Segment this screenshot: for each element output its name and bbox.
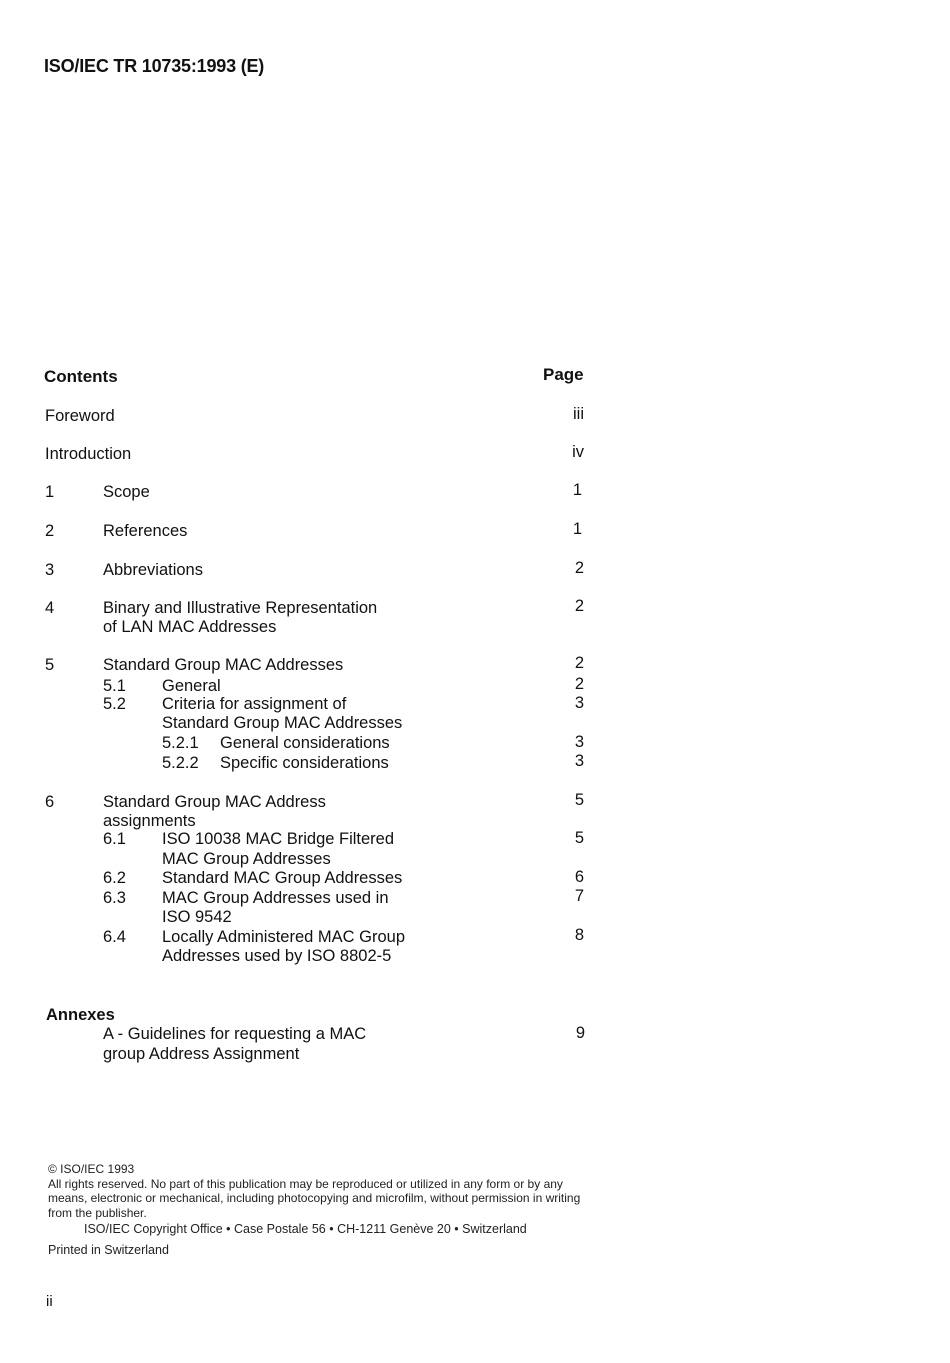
toc-5-2-2-number: 5.2.2 — [162, 754, 199, 772]
printed-in: Printed in Switzerland — [48, 1243, 169, 1257]
copyright-office-address: ISO/IEC Copyright Office • Case Postale 56 • CH-1211 Genève 20 • Switzerland — [84, 1222, 527, 1236]
toc-3-number: 3 — [45, 561, 55, 579]
toc-annex-a-page: 9 — [575, 1024, 585, 1042]
copyright-notice — [48, 1162, 588, 1220]
toc-5-2-title[interactable]: Criteria for assignment of — [162, 695, 347, 713]
contents-heading: Contents — [44, 367, 118, 386]
toc-3-page: 2 — [574, 559, 584, 577]
toc-6-2-number: 6.2 — [103, 869, 126, 887]
toc-foreword-title[interactable]: Foreword — [45, 407, 115, 425]
toc-6-1-title-cont[interactable]: MAC Group Addresses — [162, 850, 331, 868]
toc-4-page: 2 — [574, 597, 584, 615]
toc-6-1-number: 6.1 — [103, 830, 126, 848]
toc-2-number: 2 — [45, 522, 55, 540]
toc-5-2-1-page: 3 — [574, 733, 584, 751]
toc-annex-a-title-cont[interactable]: group Address Assignment — [103, 1045, 300, 1063]
toc-6-page: 5 — [574, 791, 584, 809]
toc-6-2-title[interactable]: Standard MAC Group Addresses — [162, 869, 403, 887]
copyright-line: © ISO/IEC 1993 — [48, 1162, 135, 1176]
toc-5-2-1-number: 5.2.1 — [162, 734, 199, 752]
toc-5-1-title[interactable]: General — [162, 677, 221, 695]
toc-6-3-number: 6.3 — [103, 889, 126, 907]
toc-5-2-page: 3 — [574, 694, 584, 712]
rights-notice: All rights reserved. No part of this publication may be reproduced or utilized in any form or by any means, electronic or mechanical, including photocopying and microfilm, without permission in writing from the publisher. — [48, 1176, 581, 1220]
toc-5-page: 2 — [574, 654, 584, 672]
page-number: ii — [46, 1293, 53, 1310]
toc-1-page: 1 — [572, 481, 582, 499]
toc-5-2-2-page: 3 — [574, 752, 584, 770]
toc-6-3-page: 7 — [574, 887, 584, 905]
toc-6-3-title-cont[interactable]: ISO 9542 — [162, 908, 232, 926]
toc-6-2-page: 6 — [574, 868, 584, 886]
toc-introduction-title[interactable]: Introduction — [45, 445, 132, 463]
toc-6-3-title[interactable]: MAC Group Addresses used in — [162, 889, 389, 907]
toc-foreword-page: iii — [573, 405, 584, 423]
toc-2-page: 1 — [572, 520, 582, 538]
toc-5-2-title-cont[interactable]: Standard Group MAC Addresses — [162, 714, 403, 732]
toc-5-2-1-title[interactable]: General considerations — [220, 734, 390, 752]
toc-4-title-cont[interactable]: of LAN MAC Addresses — [103, 618, 277, 636]
page-column-heading: Page — [543, 365, 584, 384]
toc-4-number: 4 — [45, 599, 55, 617]
toc-1-title[interactable]: Scope — [103, 483, 150, 501]
toc-introduction-page: iv — [572, 443, 584, 461]
toc-6-title[interactable]: Standard Group MAC Address — [103, 793, 326, 811]
document-id: ISO/IEC TR 10735:1993 (E) — [44, 56, 265, 76]
toc-5-number: 5 — [45, 656, 55, 674]
toc-5-title[interactable]: Standard Group MAC Addresses — [103, 656, 344, 674]
toc-6-number: 6 — [45, 793, 55, 811]
toc-6-4-title[interactable]: Locally Administered MAC Group — [162, 928, 406, 946]
toc-annex-a-title[interactable]: A - Guidelines for requesting a MAC — [103, 1025, 367, 1043]
toc-6-4-title-cont[interactable]: Addresses used by ISO 8802-5 — [162, 947, 392, 965]
toc-3-title[interactable]: Abbreviations — [103, 561, 203, 579]
toc-6-title-cont[interactable]: assignments — [103, 812, 196, 830]
annexes-heading: Annexes — [46, 1006, 115, 1024]
toc-5-2-number: 5.2 — [103, 695, 126, 713]
toc-2-title[interactable]: References — [103, 522, 188, 540]
toc-1-number: 1 — [45, 483, 55, 501]
toc-4-title[interactable]: Binary and Illustrative Representation — [103, 599, 378, 617]
toc-6-1-title[interactable]: ISO 10038 MAC Bridge Filtered — [162, 830, 395, 848]
toc-6-4-page: 8 — [574, 926, 584, 944]
toc-5-2-2-title[interactable]: Specific considerations — [220, 754, 389, 772]
toc-5-1-page: 2 — [574, 675, 584, 693]
toc-6-4-number: 6.4 — [103, 928, 126, 946]
toc-6-1-page: 5 — [574, 829, 584, 847]
toc-5-1-number: 5.1 — [103, 677, 126, 695]
